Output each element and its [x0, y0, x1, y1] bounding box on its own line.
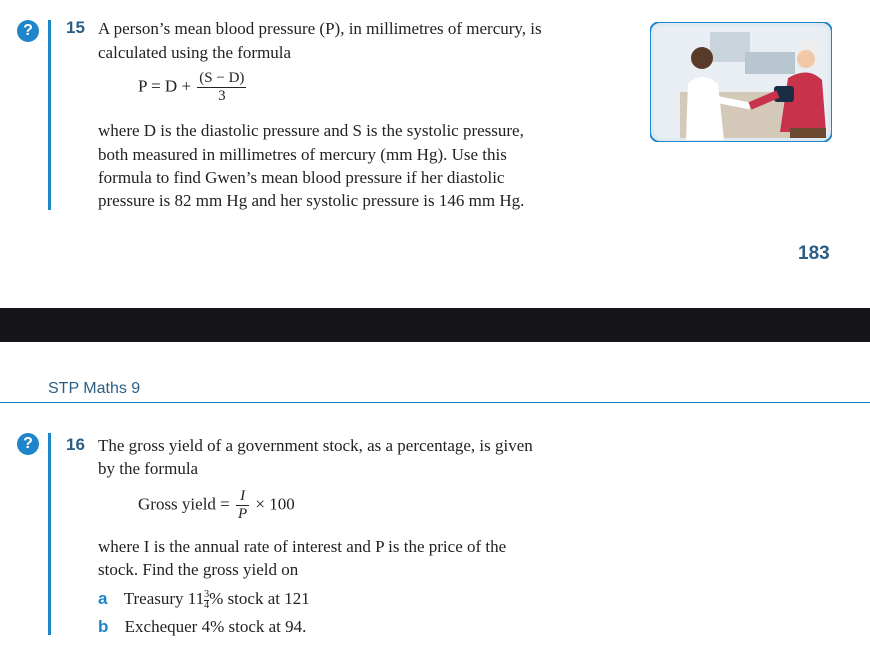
formula-numerator: (S − D): [199, 70, 245, 86]
fraction-denominator: 4: [204, 599, 210, 611]
question-15-line-3: where D is the diastolic pressure and S is the systolic pressure,: [98, 121, 524, 140]
blood-pressure-photo: [650, 22, 832, 142]
question-15-line-1: A person’s mean blood pressure (P), in millimetres of mercury, is: [98, 19, 542, 38]
gross-yield-formula: [138, 488, 295, 523]
question-15-line-4: both measured in millimetres of mercury (mm Hg). Use this: [98, 145, 507, 164]
question-mark-icon: ?: [17, 20, 39, 42]
book-header: STP Maths 9: [48, 380, 141, 397]
question-15-line-6: pressure is 82 mm Hg and her systolic pressure is 146 mm Hg.: [98, 191, 525, 210]
page-number: 183: [798, 243, 830, 264]
question-16-line-4: stock. Find the gross yield on: [98, 560, 299, 579]
formula-denominator: P: [238, 506, 248, 522]
formula-rhs: × 100: [255, 494, 295, 514]
fraction-numerator: 3: [204, 588, 210, 600]
formula-lhs: Gross yield =: [138, 494, 230, 514]
item-letter: b: [98, 617, 109, 636]
question-16-number: 16: [66, 435, 85, 454]
item-letter: a: [98, 589, 108, 608]
question-16-item-a: [98, 587, 310, 611]
formula-denominator: 3: [218, 88, 226, 104]
item-a-text-post: % stock at 121: [209, 589, 310, 608]
question-16-line-1: The gross yield of a government stock, as a percentage, is given: [98, 436, 533, 455]
question-15-margin-bar: [48, 20, 51, 210]
question-15-number: 15: [66, 18, 85, 37]
question-16-line-3: where I is the annual rate of interest and P is the price of the: [98, 537, 507, 556]
question-16-item-b: [98, 615, 306, 638]
question-16-margin-bar: [48, 433, 51, 635]
formula-lhs: P = D +: [138, 76, 192, 96]
mean-pressure-formula: [138, 70, 248, 105]
question-15-line-2: calculated using the formula: [98, 43, 292, 62]
question-15-line-5: formula to find Gwen’s mean blood pressure if her diastolic: [98, 168, 505, 187]
formula-numerator: I: [236, 488, 249, 506]
page-gap-band: [0, 308, 870, 342]
formula-fraction: [197, 70, 246, 105]
question-mark-icon: ?: [17, 433, 39, 455]
question-16-line-2: by the formula: [98, 459, 199, 478]
item-b-text: Exchequer 4% stock at 94.: [124, 617, 307, 636]
formula-fraction: [236, 488, 249, 523]
header-rule: [0, 402, 870, 403]
item-a-text-pre: Treasury 11: [123, 589, 205, 608]
